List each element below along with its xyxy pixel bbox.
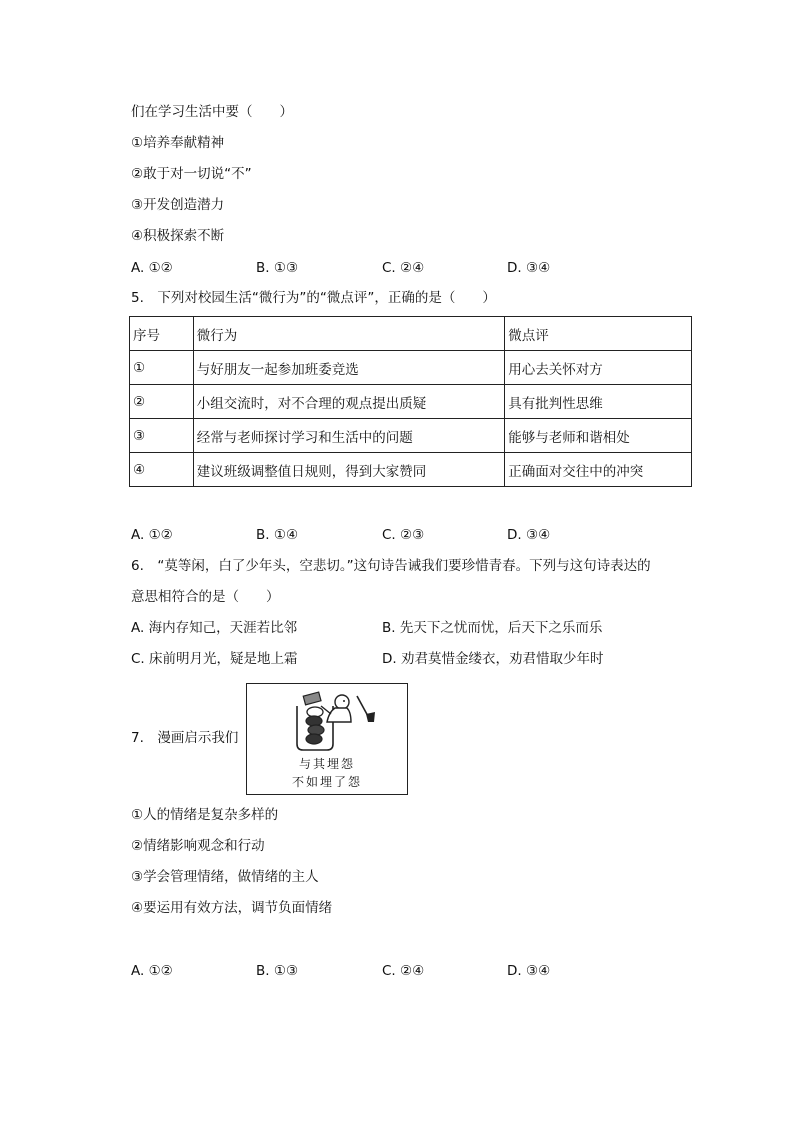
table-cell: ③ (130, 419, 194, 453)
q4-statement-1: ①培养奉献精神 (131, 135, 225, 151)
q4-statement-3: ③开发创造潜力 (131, 197, 225, 213)
q7-statement-1: ①人的情绪是复杂多样的 (131, 807, 279, 823)
q5-option-c[interactable]: C. ②③ (382, 527, 425, 543)
q7-option-c[interactable]: C. ②④ (382, 963, 425, 979)
q7-stem: 7. 漫画启示我们 (131, 730, 239, 746)
q5-option-b[interactable]: B. ①④ (256, 527, 299, 543)
table-cell: 小组交流时，对不合理的观点提出质疑 (193, 385, 504, 419)
q7-option-b[interactable]: B. ①③ (256, 963, 299, 979)
q4-stem-tail: 们在学习生活中要（ ） (131, 104, 293, 120)
table-cell: 正确面对交往中的冲突 (505, 453, 692, 487)
q5-option-a[interactable]: A. ①② (131, 527, 173, 543)
q4-statement-2: ②敢于对一切说“不” (131, 166, 252, 182)
table-cell: 与好朋友一起参加班委竞选 (193, 351, 504, 385)
q4-option-d[interactable]: D. ③④ (507, 260, 551, 276)
table-header-cell: 微行为 (193, 317, 504, 351)
q4-option-b[interactable]: B. ①③ (256, 260, 299, 276)
table-row (130, 453, 692, 487)
table-cell: 具有批判性思维 (505, 385, 692, 419)
table-cell: 经常与老师探讨学习和生活中的问题 (193, 419, 504, 453)
q7-option-d[interactable]: D. ③④ (507, 963, 551, 979)
table-cell: 能够与老师和谐相处 (505, 419, 692, 453)
q6-option-d[interactable]: D. 劝君莫惜金缕衣，劝君惜取少年时 (382, 651, 604, 667)
table-cell: ② (130, 385, 194, 419)
q7-option-a[interactable]: A. ①② (131, 963, 173, 979)
table-cell: ④ (130, 453, 194, 487)
q4-option-a[interactable]: A. ①② (131, 260, 173, 276)
q4-statement-4: ④积极探索不断 (131, 228, 225, 244)
q4-option-c[interactable]: C. ②④ (382, 260, 425, 276)
q5-option-d[interactable]: D. ③④ (507, 527, 551, 543)
q6-option-c[interactable]: C. 床前明月光，疑是地上霜 (131, 651, 298, 667)
q7-statement-4: ④要运用有效方法，调节负面情绪 (131, 900, 333, 916)
table-header-cell: 微点评 (505, 317, 692, 351)
table-cell: 建议班级调整值日规则，得到大家赞同 (193, 453, 504, 487)
table-cell: 用心去关怀对方 (505, 351, 692, 385)
comic-caption-line-1: 与其埋怨 (298, 757, 355, 771)
q7-statement-2: ②情绪影响观念和行动 (131, 838, 265, 854)
q6-stem-line-2: 意思相符合的是（ ） (131, 589, 280, 605)
table-header-cell: 序号 (130, 317, 194, 351)
table-row (130, 419, 692, 453)
q7-statement-3: ③学会管理情绪，做情绪的主人 (131, 869, 319, 885)
q5-table (129, 316, 692, 487)
table-row (130, 385, 692, 419)
q7-comic-image (246, 683, 408, 795)
q6-option-a[interactable]: A. 海内存知己，天涯若比邻 (131, 620, 298, 636)
comic-caption-line-2: 不如埋了怨 (291, 775, 362, 789)
q5-stem: 5. 下列对校园生活“微行为”的“微点评”，正确的是（ ） (131, 290, 496, 306)
table-cell: ① (130, 351, 194, 385)
q6-stem-line-1: 6. “莫等闲，白了少年头，空悲切。”这句诗告诫我们要珍惜青春。下列与这句诗表达的 (131, 558, 651, 574)
q6-option-b[interactable]: B. 先天下之忧而忧，后天下之乐而乐 (382, 620, 603, 636)
table-header-row (130, 317, 692, 351)
table-row (130, 351, 692, 385)
